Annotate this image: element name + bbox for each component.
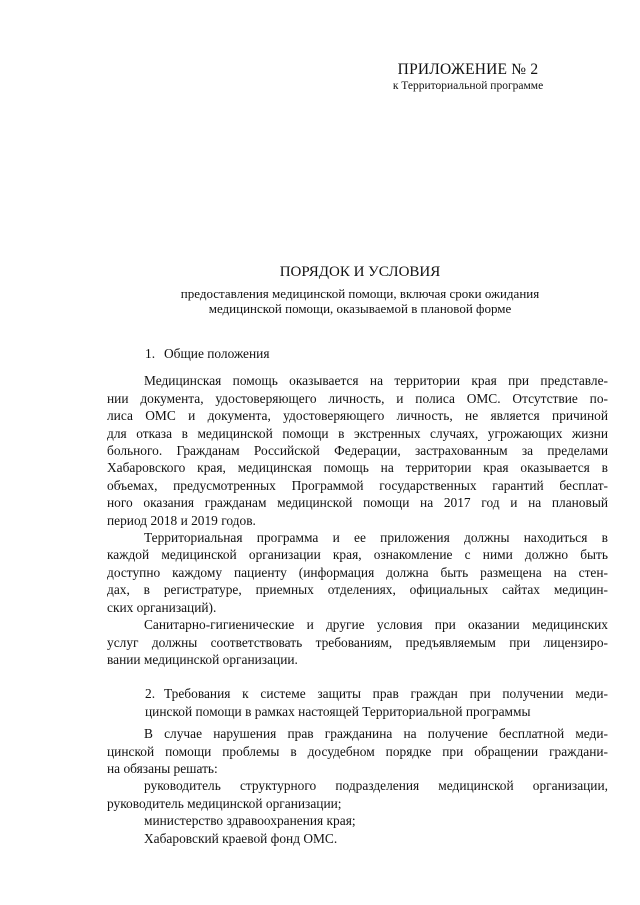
text-line: ских организаций). — [107, 599, 217, 615]
text-line: каждой медицинской организации края, ознакомление с ними должно быть — [107, 547, 608, 563]
document-subtitle-line: предоставления медицинской помощи, включая сроки ожидания — [180, 286, 540, 301]
text-line: Территориальная программа и ее приложения должны находиться в — [144, 530, 608, 546]
section-title-line: цинской помощи в рамках настоящей Территориальной программы — [145, 703, 531, 719]
text-line: Санитарно-гигиенические и другие условия при оказании медицинских — [144, 617, 608, 633]
text-line: Хабаровский краевой фонд ОМС. — [144, 830, 338, 846]
text-line: нии документа, удостоверяющего личность, и полиса ОМС. Отсутствие по- — [107, 390, 608, 406]
paragraph — [107, 812, 608, 829]
document-subtitle — [100, 286, 620, 316]
paragraph — [107, 725, 608, 777]
text-line: цинской помощи проблемы в досудебном порядке при обращении граждани- — [107, 743, 608, 759]
appendix-subtitle: к Территориальной программе — [392, 80, 544, 92]
section-title-line — [145, 685, 608, 702]
appendix-header — [348, 60, 588, 93]
text-line: дах, в регистратуре, приемных отделениях, официальных сайтах медицин- — [107, 582, 608, 598]
section-title: Общие положения — [164, 346, 270, 361]
text-line: период 2018 и 2019 годов. — [107, 512, 256, 528]
text-line: Хабаровского края, медицинская помощь на территории края оказывается в — [107, 460, 608, 476]
paragraph — [107, 529, 608, 616]
text-line: вании медицинской организации. — [107, 651, 298, 667]
text-line: для отказа в медицинской помощи в экстренных случаях, угрожающих жизни — [107, 425, 608, 441]
text-line: руководитель структурного подразделения медицинской организации, — [144, 778, 608, 794]
section-1-heading — [107, 345, 608, 362]
text-line: лиса ОМС и документа, удостоверяющего личность, не является причиной — [107, 408, 608, 424]
text-line: Медицинская помощь оказывается на территории края при представле- — [144, 373, 608, 389]
text-line: больного. Гражданам Российской Федерации, застрахованным за пределами — [107, 443, 608, 459]
paragraph — [107, 777, 608, 812]
text-line: В случае нарушения прав гражданина на получение бесплатной меди- — [144, 726, 608, 742]
document-body — [107, 345, 608, 847]
text-line: министерство здравоохранения края; — [144, 813, 356, 829]
paragraph — [107, 616, 608, 668]
text-line: услуг должны соответствовать требованиям, предъявляемым при лицензиро- — [107, 634, 608, 650]
section-title-text: Требования к системе защиты прав граждан при получении меди- — [164, 686, 608, 702]
text-line: руководитель медицинской организации; — [107, 795, 342, 811]
document-title: ПОРЯДОК И УСЛОВИЯ — [279, 264, 441, 280]
section-2-heading — [107, 685, 608, 720]
text-line: ного оказания гражданам медицинской помощи на 2017 год и на плановый — [107, 495, 608, 511]
section-number: 1. — [145, 346, 156, 361]
section-number: 2. — [145, 686, 156, 702]
paragraph — [107, 830, 608, 847]
appendix-title: ПРИЛОЖЕНИЕ № 2 — [397, 61, 539, 78]
document-subtitle-line: медицинской помощи, оказываемой в плановой форме — [208, 301, 512, 316]
paragraph — [107, 372, 608, 529]
text-line: доступно каждому пациенту (информация должна быть размещена на стен- — [107, 564, 608, 580]
text-line: объемах, предусмотренных Программой государственных гарантий бесплат- — [107, 477, 608, 493]
text-line: на обязаны решать: — [107, 760, 218, 776]
